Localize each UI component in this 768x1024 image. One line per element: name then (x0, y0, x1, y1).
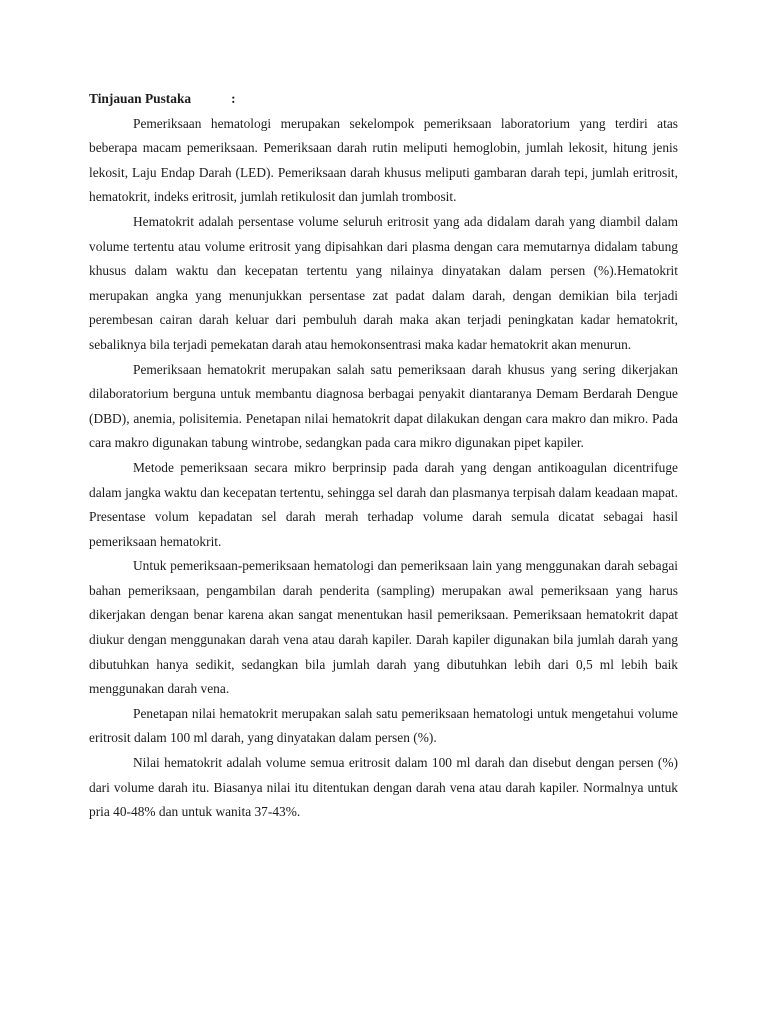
document-body (89, 87, 678, 825)
paragraph-penetapan-nilai: Penetapan nilai hematokrit merupakan salah satu pemeriksaan hematologi untuk mengetahui volume eritrosit dalam 100 ml darah, yang dinyatakan dalam persen (%). (89, 705, 678, 746)
paragraph-hematokrit-methods: Pemeriksaan hematokrit merupakan salah satu pemeriksaan darah khusus yang sering dikerjakan dilaboratorium berguna untuk membantu diagnosa berbagai penyakit diantaranya Demam Berdarah Dengue (DBD), anemia, polisitemia. Penetapan nilai hematokrit dapat dilakukan dengan cara makro dan mikro. Pada cara makro digunakan tabung wintrobe, sedangkan pada cara mikro digunakan pipet kapiler. (89, 361, 678, 451)
paragraph-hematokrit-definition: Hematokrit adalah persentase volume seluruh eritrosit yang ada didalam darah yang diambil dalam volume tertentu atau volume eritrosit yang dipisahkan dari plasma dengan cara memutarnya didalam tabung khusus dalam waktu dan kecepatan tertentu yang nilainya dinyatakan dalam persen (%).Hematokrit merupakan angka yang menunjukkan persentase zat padat dalam darah, dengan demikian bila terjadi perembesan cairan darah keluar dari pembuluh darah maka akan terjadi peningkatan kadar hematokrit, sebaliknya bila terjadi pemekatan darah atau hemokonsentrasi maka kadar hematokrit akan menurun. (89, 213, 678, 352)
paragraph-nilai-normal: Nilai hematokrit adalah volume semua eritrosit dalam 100 ml darah dan disebut dengan persen (%) dari volume darah itu. Biasanya nilai itu ditentukan dengan darah vena atau darah kapiler. Normalnya untuk pria 40-48% dan untuk wanita 37-43%. (89, 755, 678, 820)
paragraph-mikro-method: Metode pemeriksaan secara mikro berprinsip pada darah yang dengan antikoagulan dicentrifuge dalam jangka waktu dan kecepatan tertentu, sehingga sel darah dan plasmanya terpisah dalam keadaan mapat. Presentase volum kepadatan sel darah merah terhadap volume darah semula dicatat sebagai hasil pemeriksaan hematokrit. (89, 459, 678, 549)
section-heading-colon: : (231, 91, 236, 106)
paragraph-hematologi-overview: Pemeriksaan hematologi merupakan sekelompok pemeriksaan laboratorium yang terdiri atas beberapa macam pemeriksaan. Pemeriksaan darah rutin meliputi hemoglobin, jumlah lekosit, hitung jenis lekosit, Laju Endap Darah (LED). Pemeriksaan darah khusus meliputi gambaran darah tepi, jumlah eritrosit, hematokrit, indeks eritrosit, jumlah retikulosit dan jumlah trombosit. (89, 115, 678, 205)
section-heading-text: Tinjauan Pustaka (89, 91, 192, 106)
section-heading (89, 87, 678, 112)
paragraph-sampling: Untuk pemeriksaan-pemeriksaan hematologi dan pemeriksaan lain yang menggunakan darah sebagai bahan pemeriksaan, pengambilan darah penderita (sampling) merupakan awal pemeriksaan yang harus dikerjakan dengan benar karena akan sangat menentukan hasil pemeriksaan. Pemeriksaan hematokrit dapat diukur dengan menggunakan darah vena atau darah kapiler. Darah kapiler digunakan bila jumlah darah yang dibutuhkan hanya sedikit, sedangkan bila jumlah darah yang dibutuhkan lebih dari 0,5 ml lebih baik menggunakan darah vena. (89, 558, 678, 697)
